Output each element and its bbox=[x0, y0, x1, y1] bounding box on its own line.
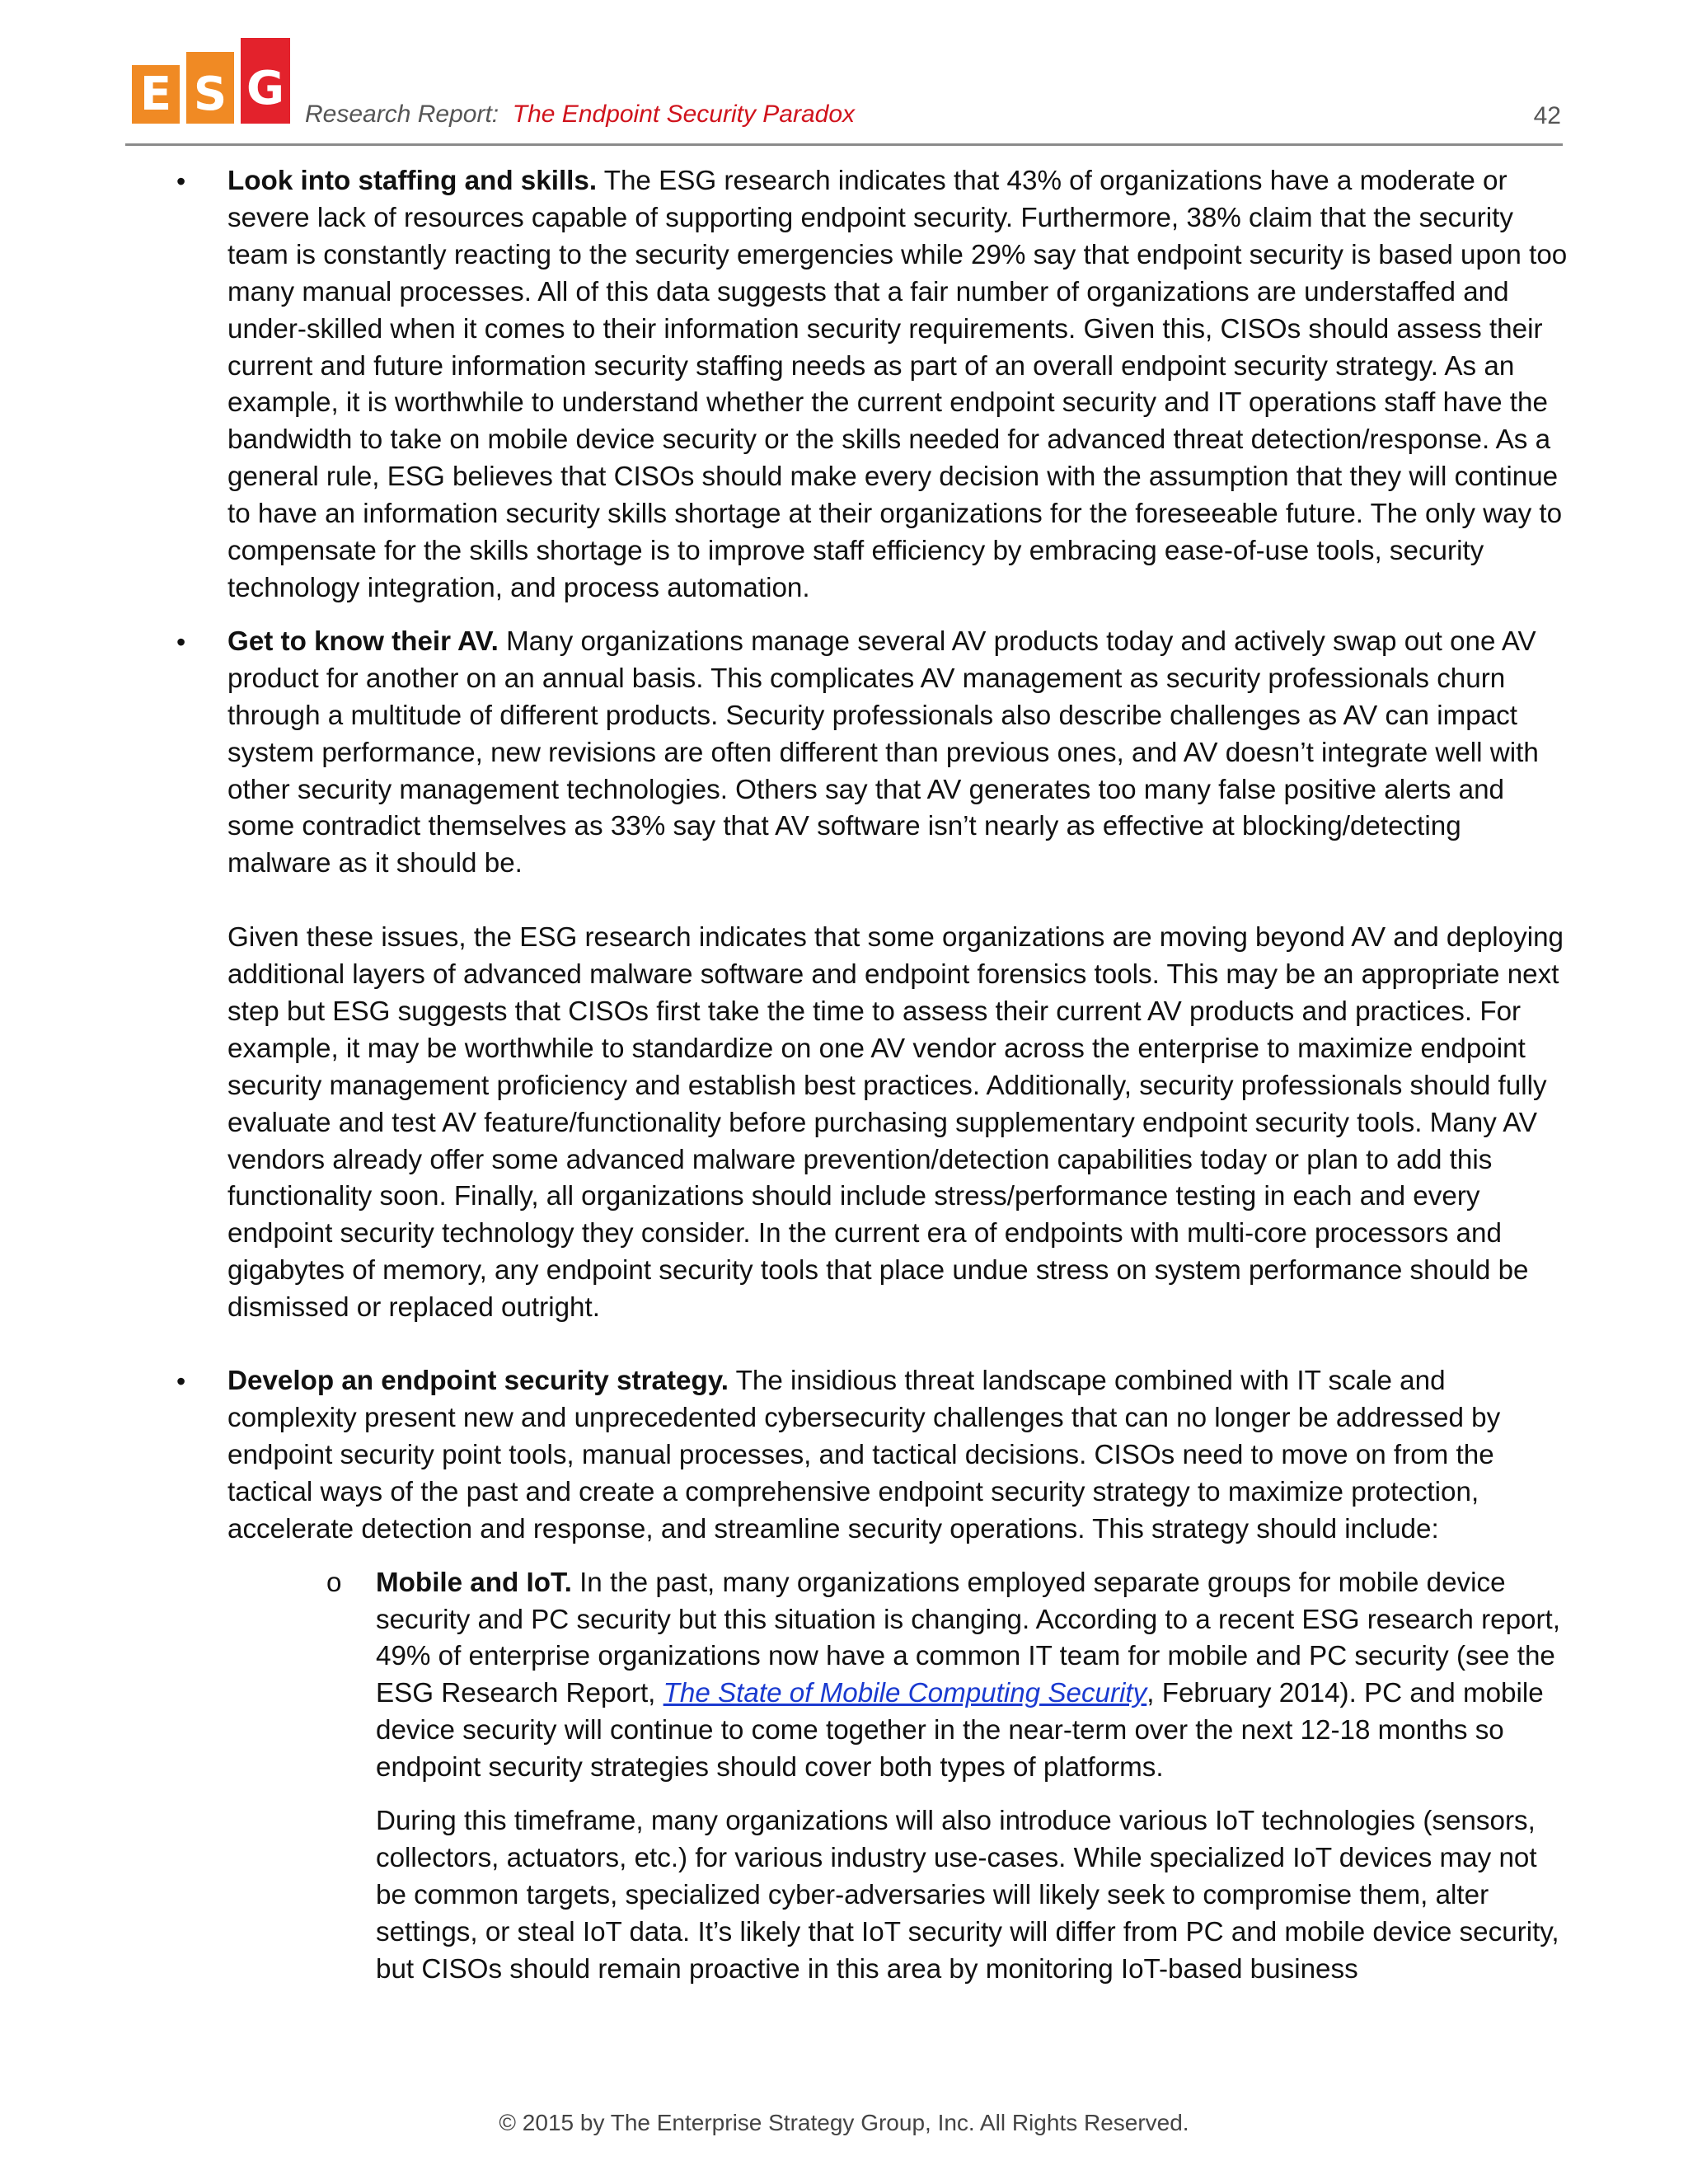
report-link[interactable]: The State of Mobile Computing Security bbox=[663, 1678, 1147, 1709]
bullet-text: Many organizations manage several AV products today and actively swap out one AV product for another on an annual basis. This complicates AV management as security professionals churn through a multitude of different products. Security professionals also describe challenges as AV can impact system performance, new revisions are often different than previous ones, and AV doesn’t integrate well with other security management technologies. Others say that AV generates too many false positive alerts and some contradict themselves as 33% say that AV software isn’t nearly as effective at blocking/detecting malware as it should be. bbox=[227, 626, 1539, 879]
sub-bullet-mobile-iot bbox=[227, 1565, 1569, 1989]
logo-letter-g: G bbox=[241, 38, 290, 124]
bullet-paragraph bbox=[227, 163, 1569, 607]
bullet-staffing-skills bbox=[176, 163, 1569, 607]
footer-copyright: © 2015 by The Enterprise Strategy Group, Inc. All Rights Reserved. bbox=[499, 2110, 1189, 2135]
bullet-text: The ESG research indicates that 43% of organizations have a moderate or severe lack of resources capable of supporting endpoint security. Furthermore, 38% claim that the security team is constantly reacting to the security emergencies while 29% say that endpoint security is based upon too many manual processes. All of this data suggests that a fair number of organizations are understaffed and under-skilled when it comes to their information security requirements. Given this, CISOs should assess their current and future information security staffing needs as part of an overall endpoint security strategy. As an example, it is worthwhile to understand whether the current endpoint security and IT operations staff have the bandwidth to take on mobile device security or the skills needed for advanced threat detection/response. As a general rule, ESG believes that CISOs should make every decision with the assumption that they will continue to have an information security skills shortage at their organizations for the foreseeable future. The only way to compensate for the skills shortage is to improve staff efficiency by embracing ease-of-use tools, security technology integration, and process automation. bbox=[227, 166, 1568, 603]
document-body bbox=[176, 163, 1569, 1989]
sub-bullet-lead: Mobile and IoT. bbox=[376, 1567, 572, 1598]
header-report-name: The Endpoint Security Paradox bbox=[512, 101, 856, 128]
logo-letter-s: S bbox=[186, 52, 234, 124]
bullet-lead: Develop an endpoint security strategy. bbox=[227, 1366, 729, 1397]
sub-bullet-list bbox=[227, 1565, 1569, 1989]
bullet-know-av bbox=[176, 624, 1569, 1327]
logo-letter-e: E bbox=[132, 65, 180, 124]
bullet-paragraph bbox=[227, 624, 1569, 883]
bullet-paragraph bbox=[227, 1363, 1569, 1549]
bullet-endpoint-strategy bbox=[176, 1363, 1569, 1989]
page-number: 42 bbox=[1533, 102, 1561, 129]
sub-bullet-marker: o bbox=[326, 1567, 342, 1598]
bullet-paragraph-2: Given these issues, the ESG research indicates that some organizations are moving beyond AV and deploying additional layers of advanced malware software and endpoint forensics tools. This may be an appropriate next step but ESG suggests that CISOs first take the time to assess their current AV products and practices. For example, it may be worthwhile to standardize on one AV vendor across the enterprise to maximize endpoint security management proficiency and establish best practices. Additionally, security professionals should fully evaluate and test AV feature/functionality before purchasing supplementary endpoint security tools. Many AV vendors already offer some advanced malware prevention/detection capabilities today or plan to add this functionality soon. Finally, all organizations should include stress/performance testing in each and every endpoint security technology they consider. In the current era of endpoints with multi-core processors and gigabytes of memory, any endpoint security tools that place undue stress on system performance should be dismissed or replaced outright. bbox=[227, 922, 1564, 1324]
sub-bullet-paragraph bbox=[376, 1565, 1569, 1787]
sub-bullet-text-b: , February 2014). PC and mobile device security will continue to come together in the near-term over the next 12-18 months so endpoint security strategies should cover both types of platforms. bbox=[376, 1678, 1544, 1783]
bullet-lead: Get to know their AV. bbox=[227, 626, 499, 657]
sub-bullet-paragraph-2: During this timeframe, many organizations will also introduce various IoT technologies (sensors, collectors, actuators, etc.) for various industry use-cases. While specialized IoT devices may not be common targets, specialized cyber-adversaries will likely seek to compromise them, alter settings, or steal IoT data. It’s likely that IoT security will differ from PC and mobile device security, but CISOs should remain proactive in this area by monitoring IoT-based business bbox=[376, 1806, 1559, 1985]
bullet-text: The insidious threat landscape combined with IT scale and complexity present new and unprecedented cybersecurity challenges that can no longer be addressed by endpoint security point tools, manual processes, and tactical decisions. CISOs need to move on from the tactical ways of the past and create a comprehensive endpoint security strategy to maximize protection, accelerate detection and response, and streamline security operations. This strategy should include: bbox=[227, 1366, 1501, 1544]
bullet-lead: Look into staffing and skills. bbox=[227, 166, 598, 196]
header-label bbox=[305, 101, 855, 129]
header-label-prefix: Research Report: bbox=[305, 101, 499, 128]
sub-bullet-text-a: In the past, many organizations employed separate groups for mobile device security and PC security but this situation is changing. According to a recent ESG research report, 49% of enterprise organizations now have a common IT team for mobile and PC security (see the ESG Research Report, bbox=[376, 1567, 1560, 1709]
header-divider bbox=[125, 143, 1563, 146]
esg-logo bbox=[132, 38, 290, 127]
bullet-list bbox=[176, 163, 1569, 1989]
